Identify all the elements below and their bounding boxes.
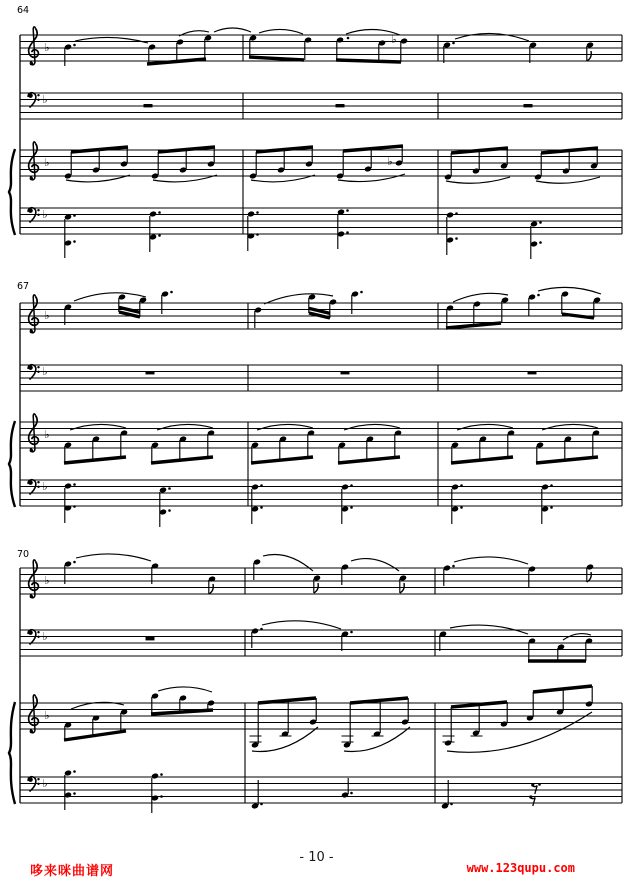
beam — [536, 457, 598, 463]
beam — [350, 698, 408, 703]
augmentation-dot — [350, 484, 353, 487]
flat-accidental: ♭ — [387, 155, 393, 168]
bass-clef-icon — [28, 365, 40, 380]
slur — [536, 177, 600, 183]
augmentation-dot — [73, 505, 76, 508]
augmentation-dot — [350, 631, 353, 634]
augmentation-dot — [158, 234, 161, 237]
flat-accidental: ♭ — [391, 33, 397, 46]
flat-accidental: ♭ — [44, 41, 50, 54]
augmentation-dot — [260, 803, 263, 806]
whole-rest — [528, 371, 537, 374]
treble-clef-icon — [29, 295, 39, 333]
beam — [64, 457, 126, 463]
whole-rest — [524, 104, 533, 107]
beam — [258, 698, 316, 703]
bass-clef-icon — [28, 630, 40, 645]
eighth-flag — [209, 584, 213, 594]
slur — [264, 294, 333, 304]
whole-rest — [341, 371, 350, 374]
bass-clef-icon — [28, 93, 40, 108]
slur — [457, 424, 513, 430]
flat-accidental: ♭ — [42, 777, 48, 790]
beam — [151, 457, 213, 463]
augmentation-dot — [350, 506, 353, 509]
augmentation-dot — [347, 37, 350, 40]
slur — [158, 687, 212, 692]
augmentation-dot — [168, 509, 171, 512]
flat-accidental: ♭ — [42, 93, 48, 106]
measure-number: 64 — [17, 5, 30, 16]
augmentation-dot — [452, 565, 455, 568]
system-64 — [9, 5, 622, 259]
flat-accidental: ♭ — [44, 309, 50, 322]
augmentation-dot — [73, 44, 76, 47]
augmentation-dot — [158, 211, 161, 214]
treble-clef-icon — [29, 560, 39, 598]
slur — [351, 559, 399, 571]
augmentation-dot — [73, 561, 76, 564]
slur — [157, 424, 213, 430]
augmentation-dot — [160, 773, 163, 776]
slur — [447, 712, 592, 752]
slur — [542, 424, 598, 430]
piano-brace — [9, 149, 15, 235]
beam — [336, 60, 401, 62]
beam — [562, 314, 594, 318]
beam — [64, 731, 126, 740]
slur — [76, 554, 151, 561]
slur — [344, 727, 410, 752]
augmentation-dot — [350, 792, 353, 795]
beam — [533, 686, 592, 692]
treble-clef-icon — [29, 142, 39, 180]
augmentation-dot — [538, 783, 541, 786]
slur — [70, 424, 126, 430]
slur — [257, 424, 313, 430]
eighth-flag — [587, 51, 591, 61]
flat-accidental: ♭ — [44, 709, 50, 722]
system-70 — [9, 549, 622, 813]
site-watermark: 哆来咪曲谱网 — [30, 864, 115, 879]
slur — [214, 28, 251, 32]
bass-clef-icon — [28, 208, 40, 223]
site-url-link[interactable]: www.123qupu.com — [466, 861, 575, 875]
piano-brace — [9, 702, 15, 804]
treble-clef-icon — [29, 414, 39, 452]
slur — [338, 174, 405, 182]
augmentation-dot — [452, 42, 455, 45]
slur — [344, 424, 400, 430]
eighth-flag — [400, 583, 404, 593]
augmentation-dot — [539, 221, 542, 224]
augmentation-dot — [450, 803, 453, 806]
slur — [446, 177, 510, 183]
augmentation-dot — [360, 291, 363, 294]
augmentation-dot — [73, 483, 76, 486]
augmentation-dot — [256, 211, 259, 214]
whole-rest — [144, 104, 153, 107]
slur — [538, 287, 601, 294]
whole-rest — [336, 104, 345, 107]
beam — [151, 710, 213, 714]
augmentation-dot — [260, 484, 263, 487]
bass-clef-icon — [28, 777, 40, 792]
augmentation-dot — [170, 291, 173, 294]
slur — [450, 625, 528, 634]
piano-brace — [9, 421, 15, 507]
augmentation-dot — [539, 241, 542, 244]
eighth-flag — [587, 572, 591, 582]
system-67 — [9, 281, 622, 527]
augmentation-dot — [73, 792, 76, 795]
augmentation-dot — [73, 240, 76, 243]
beam — [249, 57, 304, 60]
slur — [75, 37, 148, 43]
augmentation-dot — [455, 237, 458, 240]
augmentation-dot — [160, 795, 163, 798]
whole-rest — [146, 637, 155, 640]
whole-rest — [146, 371, 155, 374]
eighth-flag — [314, 583, 318, 593]
beam — [251, 457, 313, 463]
flat-accidental: ♭ — [44, 574, 50, 587]
augmentation-dot — [550, 484, 553, 487]
flat-accidental: ♭ — [42, 365, 48, 378]
augmentation-dot — [460, 484, 463, 487]
augmentation-dot — [537, 294, 540, 297]
treble-clef-icon — [29, 695, 39, 733]
augmentation-dot — [346, 231, 349, 234]
bass-clef-icon — [28, 480, 40, 495]
treble-clef-icon — [29, 27, 39, 65]
slur — [454, 557, 528, 564]
flat-accidental: ♭ — [42, 208, 48, 221]
flat-accidental: ♭ — [44, 428, 50, 441]
beam — [451, 457, 513, 463]
page-number: - 10 - — [299, 850, 334, 865]
augmentation-dot — [73, 770, 76, 773]
slur — [74, 293, 146, 301]
slur — [252, 727, 318, 752]
flat-accidental: ♭ — [42, 630, 48, 643]
augmentation-dot — [455, 212, 458, 215]
measure-number: 70 — [17, 549, 30, 560]
augmentation-dot — [550, 506, 553, 509]
eighth-rest — [531, 798, 535, 806]
augmentation-dot — [256, 233, 259, 236]
slur — [262, 621, 341, 629]
flat-accidental: ♭ — [42, 480, 48, 493]
augmentation-dot — [73, 214, 76, 217]
augmentation-dot — [260, 628, 263, 631]
augmentation-dot — [168, 487, 171, 490]
slur — [259, 29, 303, 34]
measure-number: 67 — [17, 281, 30, 292]
slur — [453, 293, 508, 302]
slur — [263, 554, 313, 571]
beam — [338, 457, 400, 463]
flat-accidental: ♭ — [44, 156, 50, 169]
augmentation-dot — [346, 209, 349, 212]
augmentation-dot — [460, 506, 463, 509]
augmentation-dot — [260, 506, 263, 509]
